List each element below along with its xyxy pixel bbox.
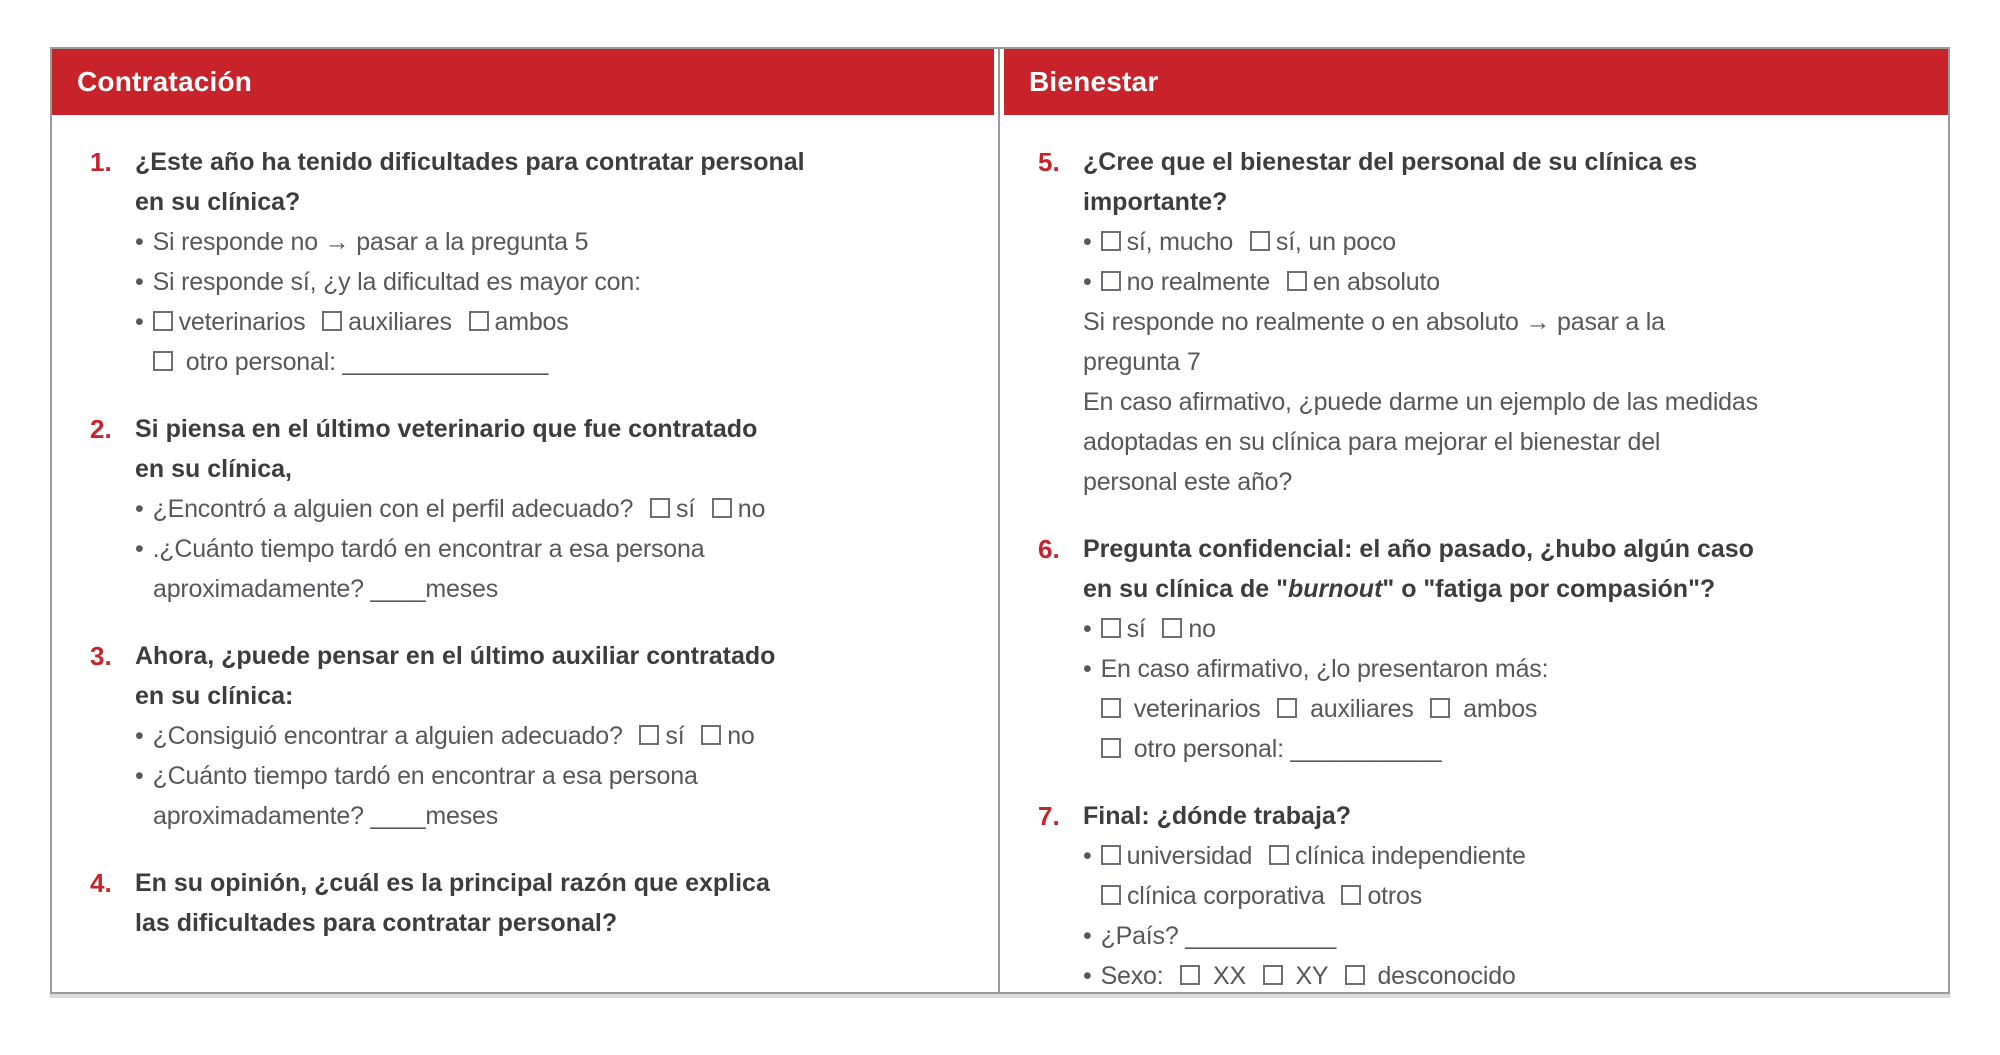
text-segment: " o "fatiga por compasión"?: [1382, 575, 1716, 603]
question-body-line: [1083, 956, 1932, 994]
text-segment: ¿Cree que el bienestar del personal de su clínica es: [1083, 148, 1698, 176]
bullet-icon: •: [1083, 842, 1092, 870]
text-segment: sí: [675, 495, 702, 523]
question-body-line: [1083, 342, 1932, 382]
text-segment: sí: [1126, 615, 1153, 643]
question: [1038, 796, 1932, 994]
question: [1038, 529, 1932, 769]
bullet-icon: •: [1083, 615, 1092, 643]
question-body-line: [1083, 609, 1932, 649]
text-segment: otro personal: ___________: [1127, 735, 1442, 763]
question-title-line: [1083, 142, 1932, 182]
text-segment: veterinarios: [1127, 695, 1268, 723]
question-body-line: [1083, 422, 1932, 462]
checkbox[interactable]: [1287, 271, 1307, 291]
question: [90, 409, 982, 609]
text-segment: veterinarios: [178, 308, 313, 336]
text-segment: sí, mucho: [1126, 228, 1240, 256]
text-segment: aproximadamente? ____meses: [153, 575, 499, 603]
column-header-contratacion: Contratación: [52, 49, 994, 115]
question-body-line: [135, 342, 982, 382]
text-segment: adoptadas en su clínica para mejorar el bienestar del: [1083, 428, 1661, 456]
question-body-line: [1083, 836, 1932, 876]
text-segment: Ahora, ¿puede pensar en el último auxiliar contratado: [135, 642, 776, 670]
text-segment: En su opinión, ¿cuál es la principal razón que explica: [135, 869, 770, 897]
question-number: 4.: [90, 868, 112, 898]
checkbox[interactable]: [1250, 231, 1270, 251]
question-title-line: [1083, 796, 1932, 836]
text-segment: no: [727, 722, 755, 750]
question-content: [1083, 529, 1932, 769]
question: [90, 863, 982, 943]
text-segment: Sexo:: [1100, 962, 1171, 990]
text-segment: sí: [665, 722, 692, 750]
question-list: [52, 115, 998, 970]
text-segment: desconocido: [1370, 962, 1516, 990]
question: [90, 142, 982, 382]
text-segment: clínica corporativa: [1127, 882, 1332, 910]
question-body-line: [135, 302, 982, 342]
checkbox[interactable]: [1162, 618, 1182, 638]
text-segment: clínica independiente: [1294, 842, 1526, 870]
question-body-line: [135, 796, 982, 836]
checkbox[interactable]: [1269, 845, 1289, 865]
question-body-line: [135, 222, 982, 262]
bullet-icon: •: [1083, 228, 1092, 256]
text-segment: ambos: [494, 308, 569, 336]
checkbox[interactable]: [1101, 885, 1121, 905]
question-content: [135, 142, 982, 382]
checkbox[interactable]: [1345, 965, 1365, 985]
text-segment: en su clínica de ": [1083, 575, 1288, 603]
text-segment: XY: [1288, 962, 1335, 990]
question-list: [1000, 115, 1948, 994]
checkbox[interactable]: [1101, 271, 1121, 291]
text-segment: auxiliares: [348, 308, 459, 336]
text-segment: XX: [1206, 962, 1253, 990]
text-segment: auxiliares: [1303, 695, 1421, 723]
text-segment: importante?: [1083, 188, 1228, 216]
text-segment: en su clínica:: [135, 682, 294, 710]
bullet-icon: •: [1083, 922, 1092, 950]
text-segment: universidad: [1126, 842, 1259, 870]
text-segment: ¿Este año ha tenido dificultades para contratar personal: [135, 148, 805, 176]
question-title-line: [135, 182, 982, 222]
bullet-icon: •: [135, 228, 144, 256]
question-body-line: [1083, 262, 1932, 302]
bullet-icon: •: [135, 268, 144, 296]
question-body-line: [1083, 382, 1932, 422]
column-contratacion: [52, 49, 1000, 992]
question-body-line: [135, 569, 982, 609]
text-segment: otros: [1367, 882, 1423, 910]
question-body-line: [1083, 916, 1932, 956]
question-content: [135, 409, 982, 609]
bullet-icon: •: [135, 535, 144, 563]
checkbox[interactable]: [1341, 885, 1361, 905]
text-segment: en su clínica,: [135, 455, 293, 483]
checkbox[interactable]: [1277, 698, 1297, 718]
text-segment: ¿Encontró a alguien con el perfil adecuado?: [152, 495, 640, 523]
italic-text: burnout: [1287, 575, 1383, 603]
question-body-line: [1083, 876, 1932, 916]
question-number: 6.: [1038, 534, 1060, 564]
column-bienestar: [1000, 49, 1948, 992]
question-body-line: [1083, 689, 1932, 729]
text-segment: Si responde no → pasar a la pregunta 5: [152, 228, 589, 256]
checkbox[interactable]: [1180, 965, 1200, 985]
text-segment: otro personal: _______________: [179, 348, 549, 376]
text-segment: .¿Cuánto tiempo tardó en encontrar a esa persona: [152, 535, 705, 563]
question: [90, 636, 982, 836]
text-segment: Final: ¿dónde trabaja?: [1083, 802, 1352, 830]
checkbox[interactable]: [639, 725, 659, 745]
question-body-line: [1083, 302, 1932, 342]
column-header-bienestar: Bienestar: [1004, 49, 1948, 115]
question-number: 3.: [90, 641, 112, 671]
bullet-icon: •: [135, 722, 144, 750]
checkbox[interactable]: [1101, 698, 1121, 718]
bullet-icon: •: [1083, 962, 1092, 990]
text-segment: ¿País? ___________: [1100, 922, 1337, 950]
question-number: 2.: [90, 414, 112, 444]
bullet-icon: •: [135, 762, 144, 790]
text-segment: Si responde sí, ¿y la dificultad es mayor con:: [152, 268, 641, 296]
text-segment: Si piensa en el último veterinario que fue contratado: [135, 415, 758, 443]
question-title-line: [135, 449, 982, 489]
question-body-line: [1083, 649, 1932, 689]
question-number: 7.: [1038, 801, 1060, 831]
question-title-line: [1083, 569, 1932, 609]
text-segment: en su clínica?: [135, 188, 301, 216]
text-segment: no: [1188, 615, 1216, 643]
question-title-line: [1083, 529, 1932, 569]
question-content: [135, 636, 982, 836]
text-segment: Pregunta confidencial: el año pasado, ¿hubo algún caso: [1083, 535, 1754, 563]
question-number: 1.: [90, 147, 112, 177]
checkbox[interactable]: [1263, 965, 1283, 985]
question-title-line: [135, 636, 982, 676]
survey-sheet: [50, 47, 1950, 994]
question-title-line: [135, 863, 982, 903]
text-segment: pregunta 7: [1083, 348, 1201, 376]
text-segment: Si responde no realmente o en absoluto → pasar a la: [1083, 308, 1665, 336]
checkbox[interactable]: [650, 498, 670, 518]
question-body-line: [135, 489, 982, 529]
question-body-line: [135, 262, 982, 302]
checkbox[interactable]: [153, 311, 173, 331]
text-segment: ¿Cuánto tiempo tardó en encontrar a esa persona: [152, 762, 698, 790]
bullet-icon: •: [135, 495, 144, 523]
question-body-line: [1083, 729, 1932, 769]
checkbox[interactable]: [153, 351, 173, 371]
question-title-line: [135, 903, 982, 943]
question-content: [135, 863, 982, 943]
checkbox[interactable]: [1430, 698, 1450, 718]
question-body-line: [135, 529, 982, 569]
text-segment: aproximadamente? ____meses: [153, 802, 499, 830]
question-body-line: [135, 716, 982, 756]
question-body-line: [1083, 222, 1932, 262]
question-content: [1083, 796, 1932, 994]
question-title-line: [135, 142, 982, 182]
bullet-icon: •: [135, 308, 144, 336]
checkbox[interactable]: [322, 311, 342, 331]
bullet-icon: •: [1083, 268, 1092, 296]
question-title-line: [135, 676, 982, 716]
text-segment: sí, un poco: [1275, 228, 1396, 256]
text-segment: ¿Consiguió encontrar a alguien adecuado?: [152, 722, 630, 750]
question-body-line: [1083, 462, 1932, 502]
question-content: [1083, 142, 1932, 502]
checkbox[interactable]: [701, 725, 721, 745]
question-title-line: [1083, 182, 1932, 222]
text-segment: ambos: [1456, 695, 1538, 723]
checkbox[interactable]: [1101, 738, 1121, 758]
question-title-line: [135, 409, 982, 449]
checkbox[interactable]: [712, 498, 732, 518]
checkbox[interactable]: [469, 311, 489, 331]
text-segment: personal este año?: [1083, 468, 1293, 496]
text-segment: En caso afirmativo, ¿lo presentaron más:: [1100, 655, 1549, 683]
text-segment: En caso afirmativo, ¿puede darme un ejemplo de las medidas: [1083, 388, 1758, 416]
text-segment: no realmente: [1126, 268, 1277, 296]
question-body-line: [135, 756, 982, 796]
text-segment: en absoluto: [1312, 268, 1440, 296]
bullet-icon: •: [1083, 655, 1092, 683]
checkbox[interactable]: [1101, 618, 1121, 638]
question-number: 5.: [1038, 147, 1060, 177]
checkbox[interactable]: [1101, 231, 1121, 251]
text-segment: no: [737, 495, 766, 523]
text-segment: las dificultades para contratar personal?: [135, 909, 618, 937]
checkbox[interactable]: [1101, 845, 1121, 865]
question: [1038, 142, 1932, 502]
